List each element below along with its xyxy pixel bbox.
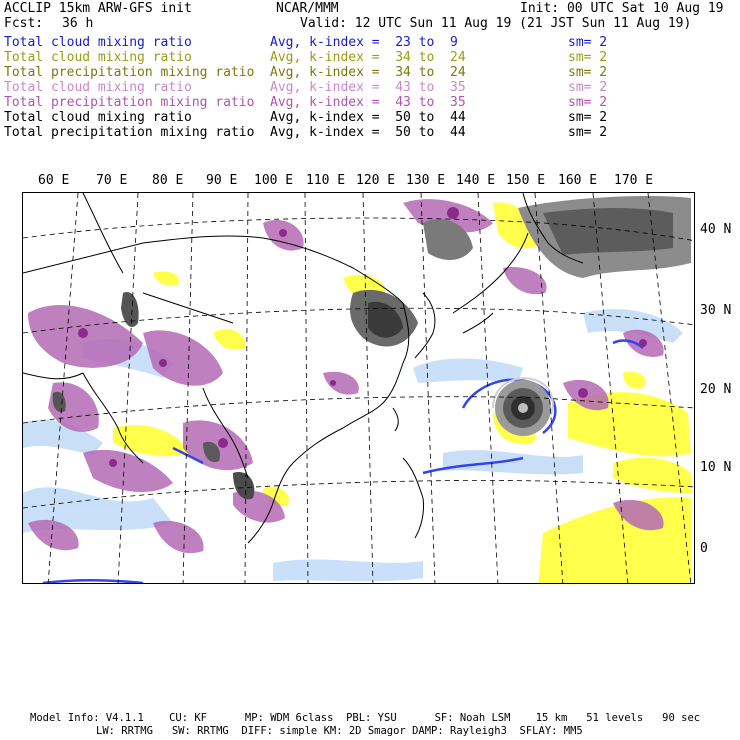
- field-level-range: Avg, k-index = 43 to 35: [270, 95, 466, 110]
- map-canvas: [23, 193, 695, 584]
- longitude-label: 170 E: [614, 173, 654, 188]
- field-name: Total precipitation mixing ratio: [4, 125, 255, 140]
- longitude-label: 90 E: [206, 173, 238, 188]
- longitude-label: 140 E: [456, 173, 496, 188]
- latitude-label: 0: [700, 541, 708, 556]
- longitude-label: 130 E: [406, 173, 446, 188]
- latitude-label: 40 N: [700, 222, 732, 237]
- model-info-line2: LW: RRTMG SW: RRTMG DIFF: simple KM: 2D Smagor DAMP: Rayleigh3 SFLAY: MM5: [96, 725, 583, 737]
- field-level-range: Avg, k-index = 23 to 9: [270, 35, 458, 50]
- field-name: Total precipitation mixing ratio: [4, 95, 255, 110]
- model-title: ACCLIP 15km ARW-GFS init: [4, 1, 192, 16]
- model-info-line1: Model Info: V4.1.1 CU: KF MP: WDM 6class PBL: YSU SF: Noah LSM 15 km 51 levels 90 sec: [30, 712, 701, 724]
- field-name: Total cloud mixing ratio: [4, 80, 192, 95]
- latitude-label: 10 N: [700, 460, 732, 475]
- field-smoothing: sm= 2: [568, 95, 608, 110]
- field-name: Total cloud mixing ratio: [4, 110, 192, 125]
- longitude-label: 150 E: [506, 173, 546, 188]
- field-name: Total cloud mixing ratio: [4, 35, 192, 50]
- center-label: NCAR/MMM: [276, 1, 339, 16]
- forecast-label: Fcst:: [4, 16, 44, 31]
- field-level-range: Avg, k-index = 50 to 44: [270, 125, 466, 140]
- field-smoothing: sm= 2: [568, 65, 608, 80]
- field-smoothing: sm= 2: [568, 125, 608, 140]
- longitude-label: 60 E: [38, 173, 70, 188]
- longitude-label: 110 E: [306, 173, 346, 188]
- latitude-label: 20 N: [700, 382, 732, 397]
- forecast-hours: 36 h: [62, 16, 94, 31]
- field-name: Total cloud mixing ratio: [4, 50, 192, 65]
- field-level-range: Avg, k-index = 50 to 44: [270, 110, 466, 125]
- longitude-label: 100 E: [254, 173, 294, 188]
- field-name: Total precipitation mixing ratio: [4, 65, 255, 80]
- field-smoothing: sm= 2: [568, 35, 608, 50]
- field-smoothing: sm= 2: [568, 110, 608, 125]
- field-level-range: Avg, k-index = 43 to 35: [270, 80, 466, 95]
- longitude-label: 80 E: [152, 173, 184, 188]
- longitude-label: 70 E: [96, 173, 128, 188]
- field-smoothing: sm= 2: [568, 80, 608, 95]
- forecast-map: [22, 192, 695, 584]
- valid-time: Valid: 12 UTC Sun 11 Aug 19 (21 JST Sun 11 Aug 19): [300, 16, 692, 31]
- field-level-range: Avg, k-index = 34 to 24: [270, 50, 466, 65]
- longitude-label: 120 E: [356, 173, 396, 188]
- latitude-label: 30 N: [700, 303, 732, 318]
- field-level-range: Avg, k-index = 34 to 24: [270, 65, 466, 80]
- longitude-label: 160 E: [558, 173, 598, 188]
- field-smoothing: sm= 2: [568, 50, 608, 65]
- init-time: Init: 00 UTC Sat 10 Aug 19: [520, 1, 724, 16]
